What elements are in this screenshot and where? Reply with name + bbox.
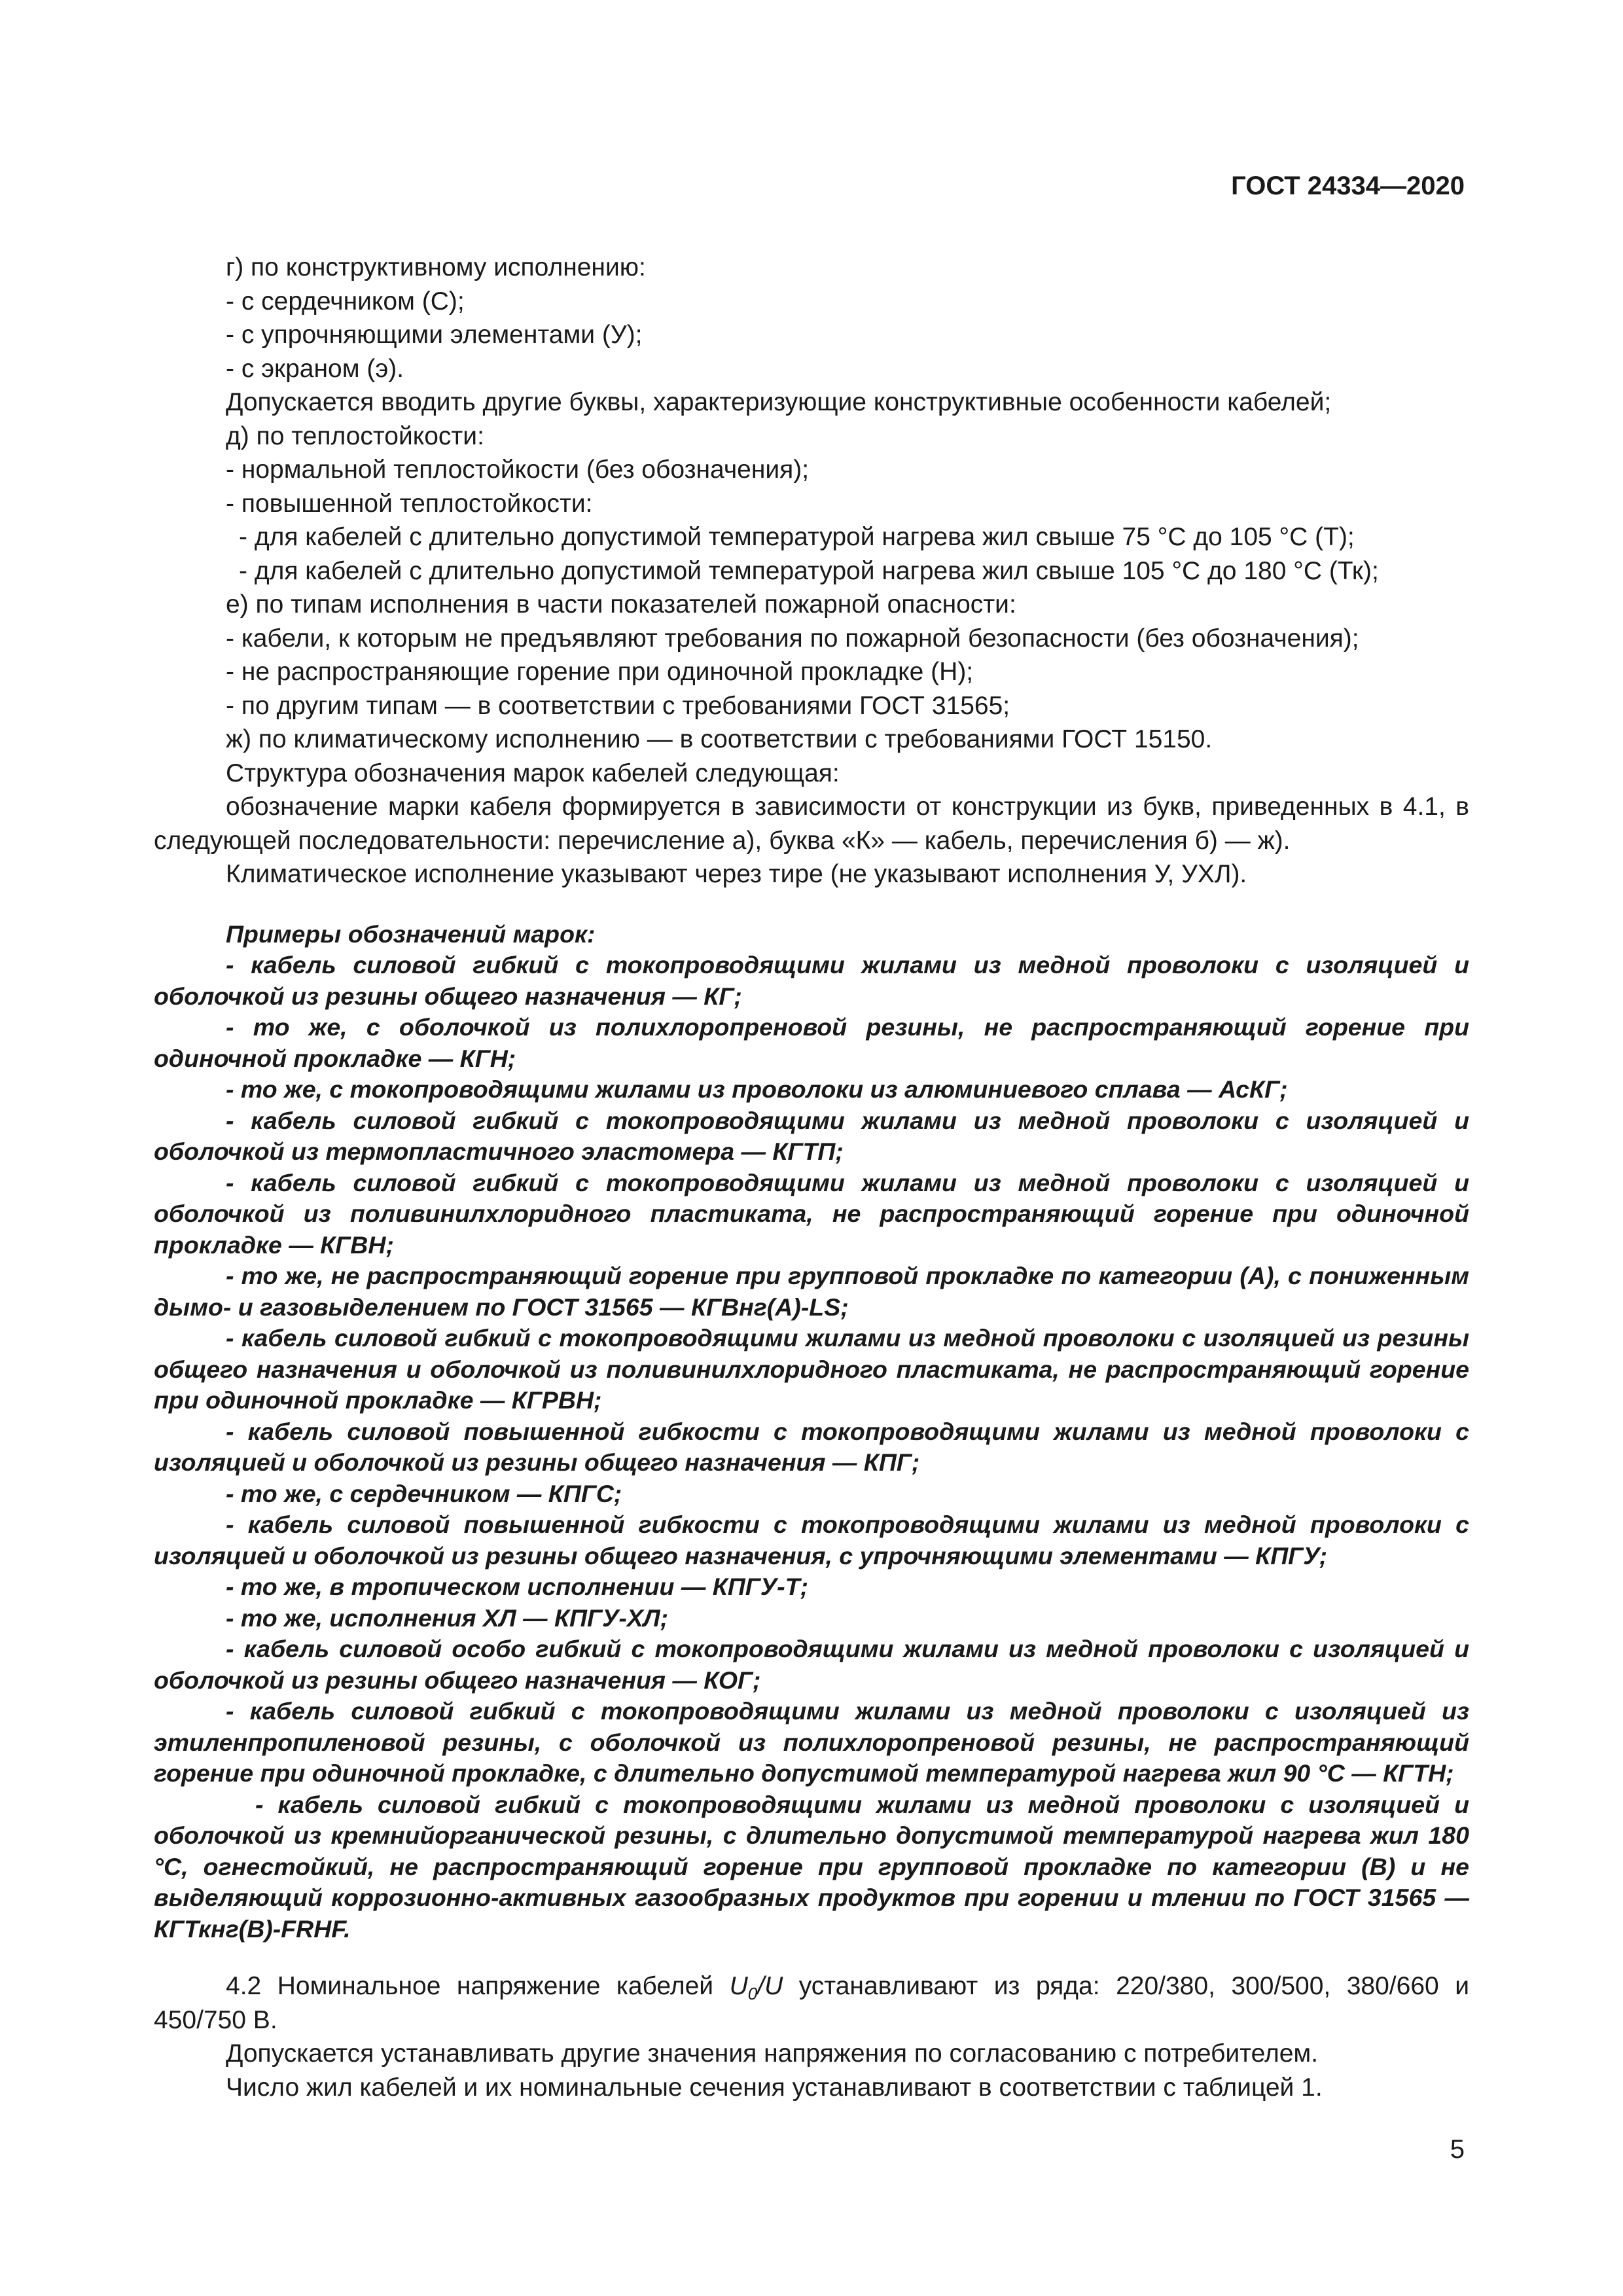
document-header: ГОСТ 24334—2020 [1231,171,1465,200]
voltage-text-start: 4.2 Номинальное напряжение кабелей [226,1972,730,2000]
list-item: - повышенной теплостойкости: [226,489,593,518]
example-item: - то же, с токопроводящими жилами из проволоки из алюминиевого сплава — АсКГ; [226,1075,1288,1103]
example-item: - кабель силовой особо гибкий с токопроводящими жилами из медной проволоки с изоляцией и оболочкой из резины общего назначения — КОГ; [154,1635,1469,1694]
example-item: - то же, с оболочкой из полихлоропреновой резины, не распространяющий горение при одиночной прокладке — КГН; [154,1013,1469,1072]
example-item: - то же, не распространяющий горение при групповой прокладке по категории (А), с пониженным дымо- и газовыделением по ГОСТ 31565 — КГВнг(А)-LS; [154,1262,1469,1321]
page-number: 5 [1450,2135,1465,2164]
example-item: - кабель силовой повышенной гибкости с токопроводящими жилами из медной проволоки с изоляцией и оболочкой из резины общего назначения — КПГ; [154,1417,1469,1476]
example-item: - кабель силовой гибкий с токопроводящими жилами из медной проволоки с изоляцией из этиленпропиленовой резины, с оболочкой из полихлоропреновой резины, не распространяющий горение при одиночной прокладке, с длительно допустимой температурой нагрева жил 90 °С — КГТН; [154,1697,1469,1787]
voltage-paragraph [154,1969,1469,2037]
example-item: - то же, исполнения ХЛ — КПГУ-ХЛ; [226,1604,669,1632]
list-heading-zh: ж) по климатическому исполнению — в соответствии с требованиями ГОСТ 15150. [226,725,1213,753]
climate-note: Климатическое исполнение указывают через тире (не указывают исполнения У, УХЛ). [226,860,1247,888]
list-item: - с упрочняющими элементами (У); [226,321,643,349]
list-subitem: - для кабелей с длительно допустимой температурой нагрева жил свыше 75 °С до 105 °С (Т); [239,523,1355,551]
example-item: - кабель силовой гибкий с токопроводящими жилами из медной проволоки с изоляцией и оболочкой из резины общего назначения — КГ; [154,951,1469,1010]
example-item: - кабель силовой повышенной гибкости с токопроводящими жилами из медной проволоки с изоляцией и оболочкой из резины общего назначения, с упрочняющими элементами — КПГУ; [154,1511,1469,1570]
paragraph: Допускается вводить другие буквы, характеризующие конструктивные особенности кабелей; [226,388,1332,416]
section-4-2 [154,1969,1469,2104]
voltage-text-end: устанавливают из ряда: 220/380, 300/500, 380/660 и 450/750 В. [154,1972,1470,2034]
example-item: - то же, в тропическом исполнении — КПГУ-Т; [226,1573,809,1600]
example-item: - кабель силовой гибкий с токопроводящими жилами из медной проволоки с изоляцией и оболочкой из поливинилхлоридного пластиката, не распространяющий горение при одиночной прокладке — КГВН; [154,1168,1469,1259]
cores-note: Число жил кабелей и их номинальные сечения устанавливают в соответствии с таблицей 1. [226,2073,1323,2102]
examples-heading: Примеры обозначений марок: [226,920,596,948]
list-heading-e: е) по типам исполнения в части показателей пожарной опасности: [226,590,1016,619]
example-item: - то же, с сердечником — КПГС; [226,1479,622,1507]
list-subitem: - для кабелей с длительно допустимой температурой нагрева жил свыше 105 °С до 180 °С (Тк); [239,556,1379,585]
paragraph: Структура обозначения марок кабелей следующая: [226,759,840,787]
voltage-note: Допускается устанавливать другие значения напряжения по согласованию с потребителем. [226,2039,1319,2068]
list-item: - не распространяющие горение при одиночной прокладке (Н); [226,658,974,686]
list-item: - с сердечником (С); [226,287,465,315]
structure-paragraph: обозначение марки кабеля формируется в зависимости от конструкции из букв, приведенных в 4.1, в следующей последовательности: перечисление а), буква «К» — кабель, перечисления б) — ж). [154,793,1469,855]
list-item: - кабели, к которым не предъявляют требования по пожарной безопасности (без обозначения); [226,624,1359,653]
example-item: - кабель силовой гибкий с токопроводящими жилами из медной проволоки с изоляцией из резины общего назначения и оболочкой из поливинилхлоридного пластиката, не распространяющий горение при одиночной прокладке — КГРВН; [154,1324,1469,1414]
voltage-variable-u0: $U_0/U$ [729,1972,783,2003]
example-item: - кабель силовой гибкий с токопроводящими жилами из медной проволоки с изоляцией и оболочкой из кремнийорганической резины, с длительно допустимой температурой нагрева жил 180 °С, огнестойкий, не распространяющий горение при групповой прокладке по категории (В) и не выделяющий коррозионно-активных газообразных продуктов при горении и тлении по ГОСТ 31565 — КГТкнг(В)-FRHF. [154,1790,1469,1943]
list-heading-d: д) по теплостойкости: [226,422,484,450]
examples-block [154,919,1469,1945]
list-heading-g: г) по конструктивному исполнению: [226,253,646,281]
list-item: - по другим типам — в соответствии с требованиями ГОСТ 31565; [226,691,1010,720]
list-item: - с экраном (э). [226,354,404,383]
example-item: - кабель силовой гибкий с токопроводящими жилами из медной проволоки с изоляцией и оболочкой из термопластичного эластомера — КГТП; [154,1106,1469,1165]
page-body [154,251,1469,2104]
list-item: - нормальной теплостойкости (без обозначения); [226,456,810,484]
